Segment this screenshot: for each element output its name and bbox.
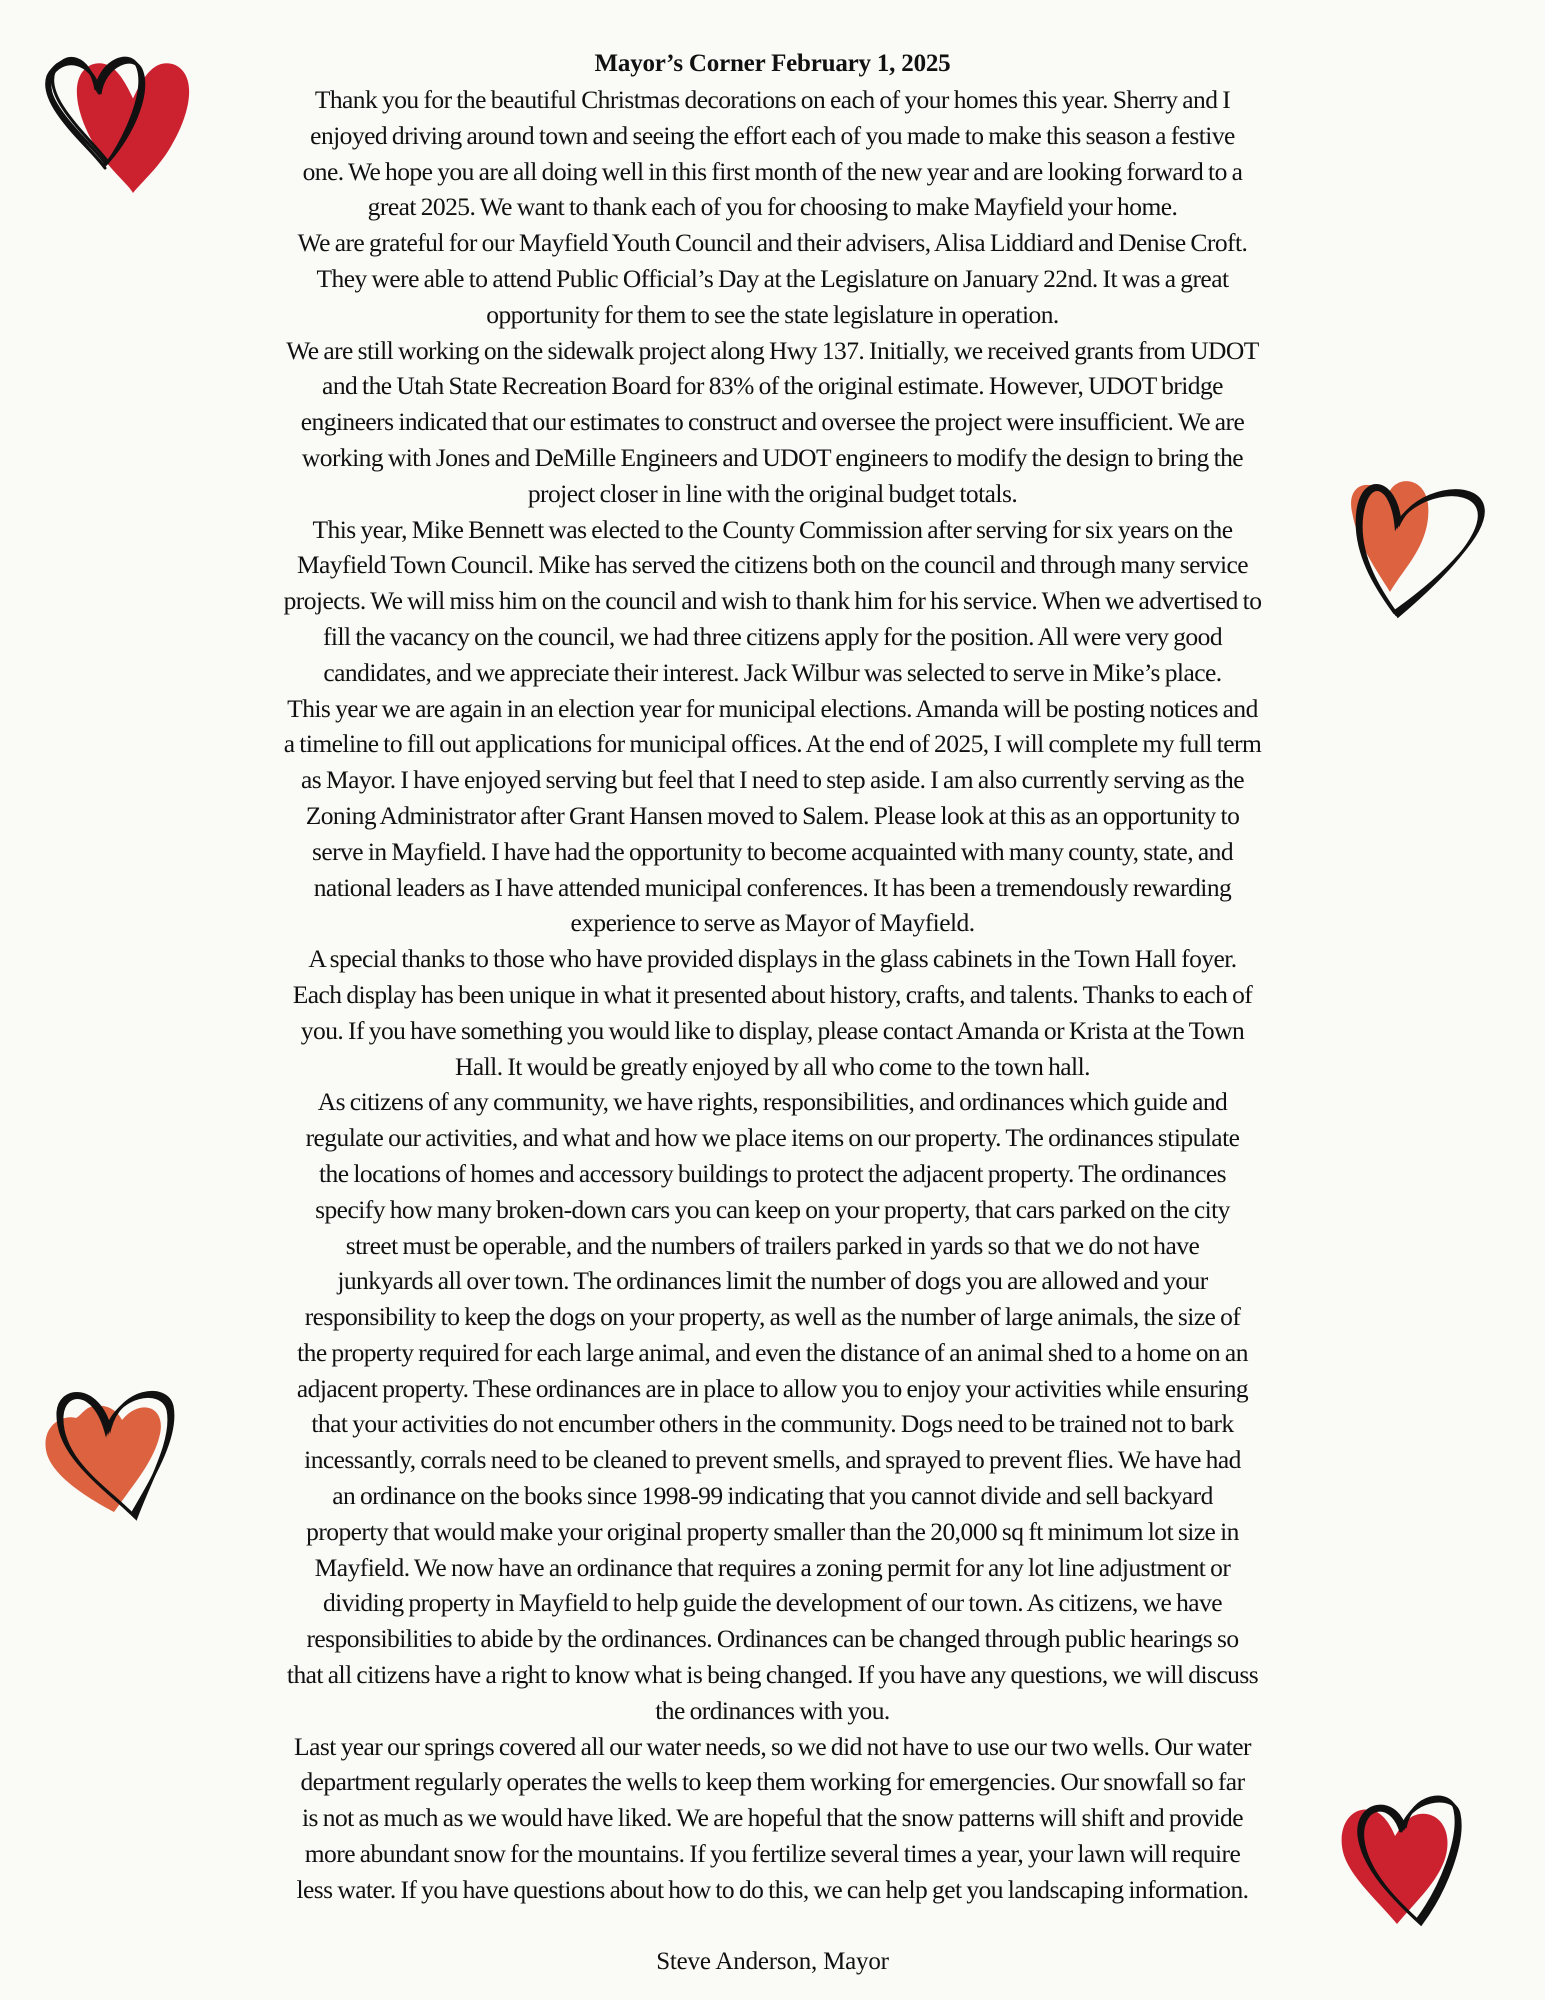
text-line: Zoning Administrator after Grant Hansen moved to Salem. Please look at this as an opportunity to — [305, 800, 1240, 830]
text-line: more abundant snow for the mountains. If you fertilize several times a year, your lawn will require — [304, 1839, 1241, 1869]
text-line: This year we are again in an election year for municipal elections. Amanda will be posting notices and — [287, 693, 1258, 723]
paragraph — [175, 1729, 1370, 1908]
text-line: opportunity for them to see the state legislature in operation. — [486, 299, 1059, 329]
text-line: incessantly, corrals need to be cleaned to prevent smells, and sprayed to prevent flies. We have had — [304, 1445, 1241, 1475]
text-line: junkyards all over town. The ordinances limit the number of dogs you are allowed and your — [337, 1266, 1208, 1296]
newsletter-article — [175, 46, 1370, 1980]
text-line: national leaders as I have attended municipal conferences. It has been a tremendously rewarding — [313, 872, 1232, 902]
text-line: Last year our springs covered all our water needs, so we did not have to use our two wells. Our water — [294, 1731, 1251, 1761]
text-line: adjacent property. These ordinances are in place to allow you to enjoy your activities while ensuring — [296, 1373, 1249, 1403]
paragraph — [175, 512, 1370, 691]
text-line: A special thanks to those who have provided displays in the glass cabinets in the Town Hall foyer. — [308, 944, 1237, 974]
text-line: property that would make your original property smaller than the 20,000 sq ft minimum lot size in — [306, 1516, 1239, 1546]
text-line: We are still working on the sidewalk project along Hwy 137. Initially, we received grants from UDOT — [286, 335, 1259, 365]
paragraph — [175, 941, 1370, 1084]
text-line: Mayfield Town Council. Mike has served the citizens both on the council and through many service — [296, 550, 1249, 580]
text-line: engineers indicated that our estimates to construct and oversee the project were insufficient. We are — [300, 407, 1245, 437]
text-line: the locations of homes and accessory buildings to protect the adjacent property. The ordinances — [319, 1158, 1226, 1188]
paragraph — [175, 225, 1370, 332]
paragraph — [175, 333, 1370, 512]
text-line: As citizens of any community, we have rights, responsibilities, and ordinances which guide and — [317, 1087, 1228, 1117]
text-line: great 2025. We want to thank each of you for choosing to make Mayfield your home. — [367, 192, 1178, 222]
signature: Steve Anderson, Mayor — [656, 1947, 889, 1975]
paragraph — [175, 1084, 1370, 1728]
text-line: specify how many broken-down cars you can keep on your property, that cars parked on the city — [315, 1194, 1230, 1224]
text-line: We are grateful for our Mayfield Youth Council and their advisers, Alisa Liddiard and Denise Croft. — [297, 228, 1248, 258]
text-line: working with Jones and DeMille Engineers and UDOT engineers to modify the design to bring the — [301, 442, 1244, 472]
page-title: Mayor’s Corner February 1, 2025 — [594, 50, 951, 77]
text-line: This year, Mike Bennett was elected to the County Commission after serving for six years on the — [312, 514, 1233, 544]
text-line: a timeline to fill out applications for municipal offices. At the end of 2025, I will complete my full term — [283, 729, 1262, 759]
text-line: that your activities do not encumber others in the community. Dogs need to be trained not to bark — [311, 1409, 1234, 1439]
text-line: experience to serve as Mayor of Mayfield. — [570, 908, 975, 938]
text-line: and the Utah State Recreation Board for 83% of the original estimate. However, UDOT bridge — [322, 371, 1223, 401]
text-line: is not as much as we would have liked. We are hopeful that the snow patterns will shift and provide — [302, 1803, 1243, 1833]
text-line: regulate our activities, and what and how we place items on our property. The ordinances stipulate — [305, 1123, 1240, 1153]
text-line: projects. We will miss him on the council and wish to thank him for his service. When we advertised to — [283, 586, 1262, 616]
text-line: candidates, and we appreciate their interest. Jack Wilbur was selected to serve in Mike’s place. — [323, 657, 1222, 687]
heart-left-lower-icon — [36, 1378, 196, 1523]
text-line: enjoyed driving around town and seeing the effort each of you made to make this season a festive — [310, 120, 1235, 150]
text-line: department regularly operates the wells to keep them working for emergencies. Our snowfall so far — [300, 1767, 1245, 1797]
article-body — [175, 82, 1370, 1908]
text-line: the property required for each large animal, and even the distance of an animal shed to a home on an — [297, 1337, 1248, 1367]
text-line: serve in Mayfield. I have had the opportunity to become acquainted with many county, state, and — [311, 836, 1234, 866]
text-line: Thank you for the beautiful Christmas decorations on each of your homes this year. Sherry and I — [314, 85, 1231, 114]
text-line: the ordinances with you. — [655, 1695, 890, 1725]
text-line: responsibilities to abide by the ordinances. Ordinances can be changed through public hearings so — [306, 1624, 1239, 1654]
text-line: as Mayor. I have enjoyed serving but feel that I need to step aside. I am also currently serving as the — [300, 765, 1245, 795]
text-line: They were able to attend Public Official’s Day at the Legislature on January 22nd. It was a great — [316, 263, 1229, 293]
text-line: you. If you have something you would like to display, please contact Amanda or Krista at the Town — [300, 1015, 1245, 1045]
text-line: dividing property in Mayfield to help guide the development of our town. As citizens, we have — [322, 1588, 1223, 1618]
text-line: responsibility to keep the dogs on your property, as well as the number of large animals, the size of — [304, 1302, 1241, 1332]
text-line: fill the vacancy on the council, we had three citizens apply for the position. All were very good — [322, 621, 1223, 651]
text-line: Mayfield. We now have an ordinance that requires a zoning permit for any lot line adjustment or — [314, 1552, 1231, 1582]
text-line: street must be operable, and the numbers of trailers parked in yards so that we do not have — [345, 1230, 1200, 1260]
text-line: less water. If you have questions about how to do this, we can help get you landscaping information. — [296, 1874, 1249, 1904]
text-line: an ordinance on the books since 1998-99 indicating that you cannot divide and sell backyard — [332, 1481, 1213, 1511]
paragraph — [175, 82, 1370, 225]
text-line: project closer in line with the original budget totals. — [527, 478, 1018, 508]
text-line: that all citizens have a right to know what is being changed. If you have any questions, we will discuss — [286, 1660, 1259, 1690]
text-line: Hall. It would be greatly enjoyed by all who come to the town hall. — [455, 1051, 1090, 1081]
text-line: Each display has been unique in what it presented about history, crafts, and talents. Thanks to each of — [292, 979, 1253, 1009]
paragraph — [175, 691, 1370, 942]
text-line: one. We hope you are all doing well in this first month of the new year and are looking forward to a — [302, 156, 1243, 186]
